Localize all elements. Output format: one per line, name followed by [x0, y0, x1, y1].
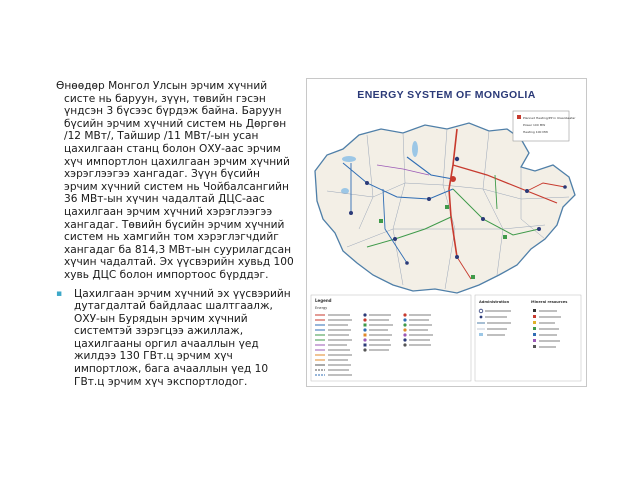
- bullet-item: [56, 288, 296, 389]
- bullet-icon: ▪: [56, 288, 63, 299]
- admin-panel: [475, 295, 581, 381]
- legend-title: Legend: [315, 298, 332, 303]
- lake-uvs: [342, 156, 356, 162]
- inset-box: [513, 111, 576, 141]
- lake-khuvsgul: [412, 141, 418, 157]
- inset-line-3: Heating 100 MW: [523, 130, 548, 134]
- legend-panel: [311, 295, 471, 381]
- bullet-paragraph: Цахилгаан эрчим хүчний эх үүсвэрийн дутагдалтай байдлаас шалтгаалж, ОХУ-ын Бурядын эрчим хүчний системтэй зэрэгцээ ажиллаж, цахилгааны оргил ачааллын үед жилдээ 130 ГВт.ц эрчим хүч импортлож, бага ачааллын үед 10 ГВт.ц эрчим хүч экспортлодог.: [74, 287, 291, 388]
- inset-line-2: Power 100 MW: [523, 123, 546, 127]
- mineral-title: Mineral resources: [531, 300, 568, 304]
- inset-line-1: Planned Heating/PP in Ulaanbaatar: [523, 116, 576, 120]
- map-title: ENERGY SYSTEM OF MONGOLIA: [357, 89, 536, 101]
- slide-text-block: [56, 80, 296, 388]
- map-graphic: [307, 79, 586, 386]
- administration-title: Administration: [479, 300, 510, 304]
- intro-paragraph: Өнөөдөр Монгол Улсын эрчим хүчний систе нь баруун, зүүн, төвийн гэсэн үндсэн 3 бүсээс бүрдэж байна. Баруун бүсийн эрчим хүчний систем нь Дөргөн /12 МВт/, Тайшир /11 МВт/-ын усан цахилгаан станц болон ОХУ-аас эрчим хүч импортлон цахилгаан эрчим хүчний хэрэглээгээ хангадаг. Зүүн бүсийн эрчим хүчний систем нь Чойбалсангийн 36 МВт-ын хүчин чадалтай ДЦС-аас цахилгаан эрчим хүчний хэрэглээгээ хангадаг. Төвийн бүсийн эрчим хүчний систем нь хамгийн том хэрэглэгчдийг хангадаг ба 814,3 МВт-ын суурилагдсан хүчин чадалтай. Эх үүсвэрийн хувьд 100 хувь ДЦС болон импортоос бүрддэг.: [56, 80, 294, 281]
- energy-map: [306, 78, 587, 387]
- legend-energy: Energy: [315, 306, 328, 310]
